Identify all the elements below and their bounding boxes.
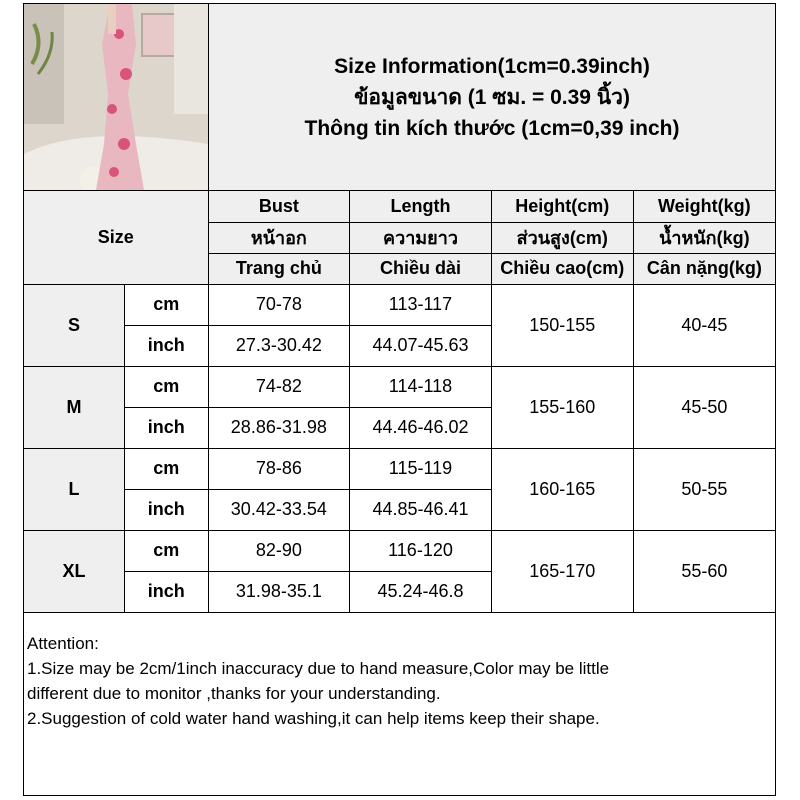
unit-inch: inch: [124, 325, 208, 366]
weight-value: 50-55: [633, 448, 775, 530]
size-label: S: [24, 284, 124, 366]
unit-inch: inch: [124, 407, 208, 448]
col-length-th: ความยาว: [350, 222, 492, 253]
bust-cm: 70-78: [208, 284, 350, 325]
unit-cm: cm: [124, 366, 208, 407]
product-photo: [24, 4, 209, 190]
size-label: L: [24, 448, 124, 530]
size-label: M: [24, 366, 124, 448]
height-value: 150-155: [491, 284, 633, 366]
attention-notes: [27, 631, 767, 731]
length-inch: 44.85-46.41: [350, 489, 492, 530]
chart-header: [24, 4, 775, 191]
size-table: [24, 191, 775, 613]
unit-inch: inch: [124, 489, 208, 530]
unit-cm: cm: [124, 284, 208, 325]
size-label: XL: [24, 530, 124, 612]
table-row: [24, 366, 775, 407]
unit-cm: cm: [124, 530, 208, 571]
note-2: 2.Suggestion of cold water hand washing,it can help items keep their shape.: [27, 709, 600, 728]
col-weight-vi: Cân nặng(kg): [633, 253, 775, 284]
length-cm: 114-118: [350, 366, 492, 407]
title-vietnamese: Thông tin kích thước (1cm=0,39 inch): [304, 116, 680, 140]
length-inch: 45.24-46.8: [350, 571, 492, 612]
length-inch: 44.46-46.02: [350, 407, 492, 448]
unit-cm: cm: [124, 448, 208, 489]
table-row: [24, 448, 775, 489]
length-cm: 115-119: [350, 448, 492, 489]
weight-value: 55-60: [633, 530, 775, 612]
col-length-vi: Chiều dài: [350, 253, 492, 284]
unit-inch: inch: [124, 571, 208, 612]
title-thai: ข้อมูลขนาด (1 ซม. = 0.39 นิ้ว): [354, 85, 630, 109]
bust-cm: 78-86: [208, 448, 350, 489]
length-inch: 44.07-45.63: [350, 325, 492, 366]
col-height-en: Height(cm): [491, 191, 633, 222]
weight-value: 40-45: [633, 284, 775, 366]
title-english: Size Information(1cm=0.39inch): [334, 54, 650, 78]
bust-inch: 30.42-33.54: [208, 489, 350, 530]
weight-value: 45-50: [633, 366, 775, 448]
col-bust-th: หน้าอก: [208, 222, 350, 253]
size-header: Size: [24, 191, 208, 284]
height-value: 155-160: [491, 366, 633, 448]
attention-title: Attention:: [27, 634, 99, 653]
length-cm: 116-120: [350, 530, 492, 571]
note-1-line-1: 1.Size may be 2cm/1inch inaccuracy due to hand measure,Color may be little: [27, 659, 610, 678]
size-information-title: [209, 4, 775, 190]
col-height-th: ส่วนสูง(cm): [491, 222, 633, 253]
col-bust-en: Bust: [208, 191, 350, 222]
bust-inch: 28.86-31.98: [208, 407, 350, 448]
col-height-vi: Chiều cao(cm): [491, 253, 633, 284]
table-row: [24, 530, 775, 571]
bust-cm: 74-82: [208, 366, 350, 407]
size-chart: [23, 3, 776, 796]
length-cm: 113-117: [350, 284, 492, 325]
product-photo-dress-icon: [24, 4, 208, 190]
bust-inch: 31.98-35.1: [208, 571, 350, 612]
height-value: 165-170: [491, 530, 633, 612]
col-weight-en: Weight(kg): [633, 191, 775, 222]
bust-cm: 82-90: [208, 530, 350, 571]
col-weight-th: น้ำหนัก(kg): [633, 222, 775, 253]
col-length-en: Length: [350, 191, 492, 222]
col-bust-vi: Trang chủ: [208, 253, 350, 284]
note-1-line-2: different due to monitor ,thanks for your understanding.: [27, 684, 441, 703]
table-row: [24, 284, 775, 325]
bust-inch: 27.3-30.42: [208, 325, 350, 366]
height-value: 160-165: [491, 448, 633, 530]
